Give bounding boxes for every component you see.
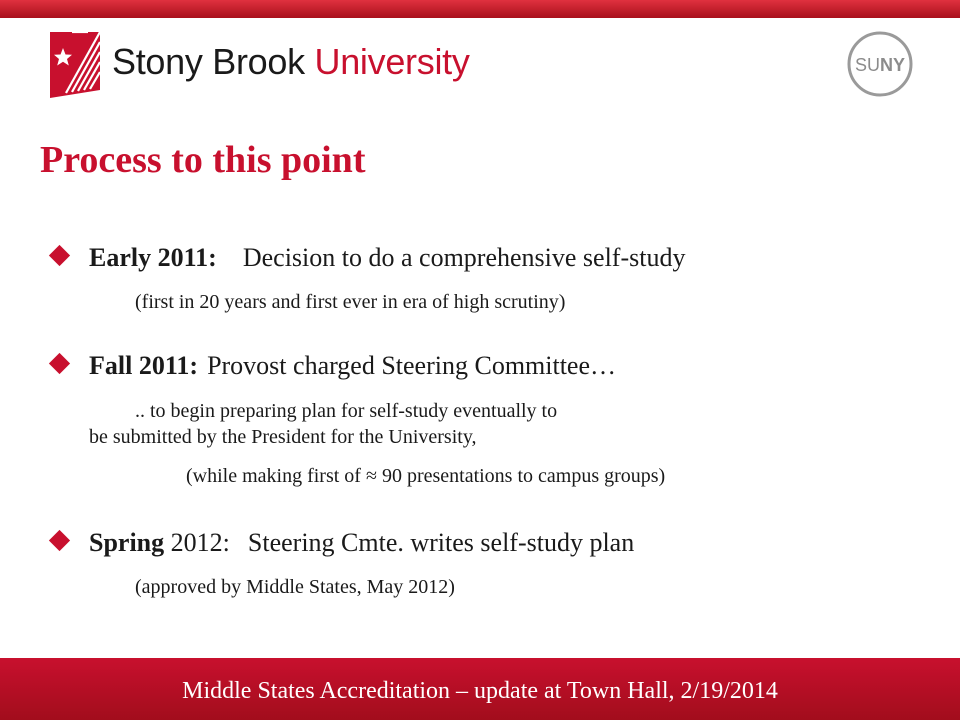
diamond-bullet-icon bbox=[49, 353, 70, 374]
bullet-fall-2011 bbox=[52, 350, 616, 382]
university-wordmark bbox=[112, 40, 470, 84]
bullet-term-suffix: 2012: bbox=[170, 528, 230, 557]
bullet-term: Spring bbox=[89, 528, 165, 557]
stony-brook-logo bbox=[46, 28, 104, 100]
slide-title: Process to this point bbox=[40, 139, 366, 181]
bullet-detail: (while making first of ≈ 90 presentations to campus groups) bbox=[186, 465, 666, 487]
suny-logo-ny: NY bbox=[880, 55, 906, 75]
bullet-detail: be submitted by the President for the University, bbox=[89, 426, 477, 448]
wordmark-university: University bbox=[314, 41, 470, 82]
bullet-term: Early 2011: bbox=[89, 243, 217, 272]
bullet-early-2011 bbox=[52, 242, 685, 274]
bullet-detail: (approved by Middle States, May 2012) bbox=[135, 576, 455, 598]
diamond-bullet-icon bbox=[49, 245, 70, 266]
footer-bar bbox=[0, 658, 960, 720]
bullet-detail: (first in 20 years and first ever in era of high scrutiny) bbox=[135, 291, 566, 313]
footer-text: Middle States Accreditation – update at Town Hall, 2/19/2014 bbox=[182, 678, 778, 704]
bullet-text: Steering Cmte. writes self-study plan bbox=[247, 528, 635, 557]
bullet-text: Decision to do a comprehensive self-study bbox=[242, 243, 686, 272]
diamond-bullet-icon bbox=[49, 530, 70, 551]
wordmark-stony-brook: Stony Brook bbox=[112, 41, 315, 82]
svg-text:SUNY bbox=[855, 55, 905, 75]
bullet-spring-2012 bbox=[52, 527, 634, 559]
suny-logo-su: SU bbox=[854, 55, 880, 75]
bullet-term: Fall 2011: bbox=[89, 351, 199, 380]
top-brand-bar bbox=[0, 0, 960, 18]
suny-logo bbox=[846, 30, 914, 98]
bullet-detail: .. to begin preparing plan for self-study eventually to bbox=[135, 400, 558, 422]
bullet-text: Provost charged Steering Committee… bbox=[207, 351, 617, 380]
